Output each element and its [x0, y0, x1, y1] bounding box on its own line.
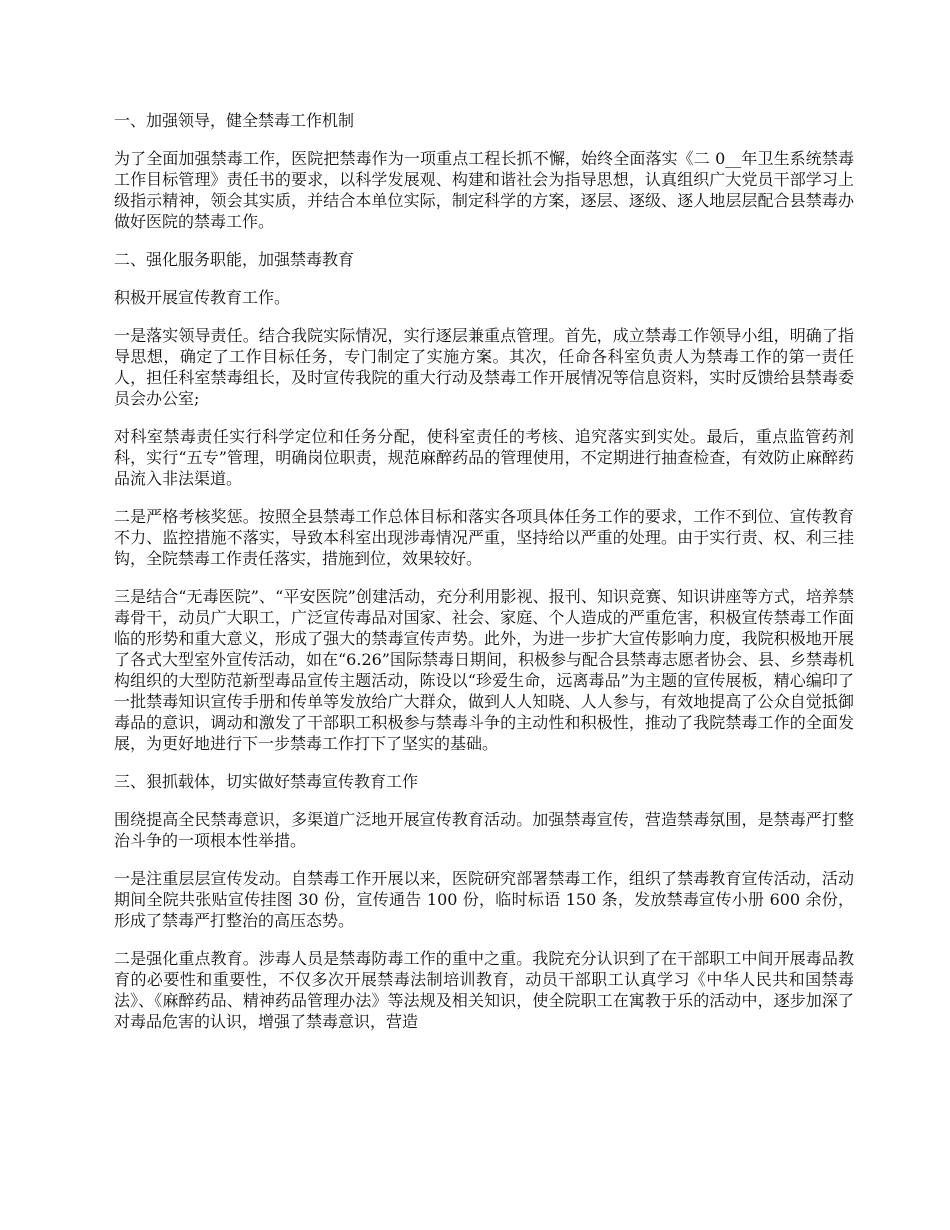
- paragraph-leadership: 为了全面加强禁毒工作，医院把禁毒作为一项重点工程长抓不懈，始终全面落实《二 0__年卫生系统禁毒工作目标管理》责任书的要求，以科学发展观、构建和谐社会为指导思想，认真组织广大党员干部学习上级指示精神，领会其实质，并结合本单位实际，制定科学的方案，逐层、逐级、逐人地层层配合县禁毒办做好医院的禁毒工作。: [114, 149, 854, 231]
- section-heading-3: 三、狠抓载体，切实做好禁毒宣传教育工作: [114, 772, 419, 791]
- paragraph-assessment: 二是严格考核奖惩。按照全县禁毒工作总体目标和落实各项具体任务工作的要求，工作不到位、宣传教育不力、监控措施不落实，导致本科室出现涉毒情况严重，坚持给以严重的处理。由于实行责、权、利三挂钩，全院禁毒工作责任落实，措施到位，效果较好。: [114, 507, 854, 568]
- paragraph-mobilization: 一是注重层层宣传发动。自禁毒工作开展以来，医院研究部署禁毒工作，组织了禁毒教育宣传活动，活动期间全院共张贴宣传挂图 30 份，宣传通告 100 份，临时标语 150 条，发放禁毒宣传小册 600 余份，形成了禁毒严打整治的高压态势。: [114, 869, 854, 930]
- paragraph-key-education: 二是强化重点教育。涉毒人员是禁毒防毒工作的重中之重。我院充分认识到了在干部职工中间开展毒品教育的必要性和重要性，不仅多次开展禁毒法制培训教育，动员干部职工认真学习《中华人民共和国禁毒法》、《麻醉药品、精神药品管理办法》等法规及相关知识，使全院职工在寓教于乐的活动中，逐步加深了对毒品危害的认识，增强了禁毒意识，营造: [114, 949, 854, 1031]
- paragraph-leadership-responsibility: 一是落实领导责任。结合我院实际情况，实行逐层兼重点管理。首先，成立禁毒工作领导小组，明确了指导思想，确定了工作目标任务，专门制定了实施方案。其次，任命各科室负责人为禁毒工作的第一责任人，担任科室禁毒组长，及时宣传我院的重大行动及禁毒工作开展情况等信息资料，实时反馈给县禁毒委员会办公室;: [114, 326, 854, 408]
- paragraph-department-responsibility: 对科室禁毒责任实行科学定位和任务分配，使科室责任的考核、追究落实到实处。最后，重点监管药剂科，实行“五专”管理，明确岗位职责，规范麻醉药品的管理使用，不定期进行抽查检查，有效防止麻醉药品流入非法渠道。: [114, 427, 854, 488]
- section-heading-1: 一、加强领导，健全禁毒工作机制: [114, 111, 355, 130]
- paragraph-awareness: 围绕提高全民禁毒意识，多渠道广泛地开展宣传教育活动。加强禁毒宣传，营造禁毒氛围，是禁毒严打整治斗争的一项根本性举措。: [114, 810, 854, 850]
- paragraph-campaign: 三是结合“无毒医院”、“平安医院”创建活动，充分利用影视、报刊、知识竞赛、知识讲座等方式，培养禁毒骨干，动员广大职工，广泛宣传毒品对国家、社会、家庭、个人造成的严重危害，积极宣传禁毒工作面临的形势和重大意义，形成了强大的禁毒宣传声势。此外，为进一步扩大宣传影响力度，我院积极地开展了各式大型室外宣传活动，如在“6.26”国际禁毒日期间，积极参与配合县禁毒志愿者协会、县、乡禁毒机构组织的大型防范新型毒品宣传主题活动，陈设以“珍爱生命，远离毒品”为主题的宣传展板，精心编印了一批禁毒知识宣传手册和传单等发放给广大群众，做到人人知晓、人人参与，有效地提高了公众自觉抵御毒品的意识，调动和激发了干部职工积极参与禁毒斗争的主动性和积极性，推动了我院禁毒工作的全面发展，为更好地进行下一步禁毒工作打下了坚实的基础。: [114, 587, 854, 753]
- section-heading-2: 二、强化服务职能，加强禁毒教育: [114, 250, 355, 269]
- paragraph-education-intro: 积极开展宣传教育工作。: [114, 288, 291, 307]
- document-body: [114, 110, 854, 1049]
